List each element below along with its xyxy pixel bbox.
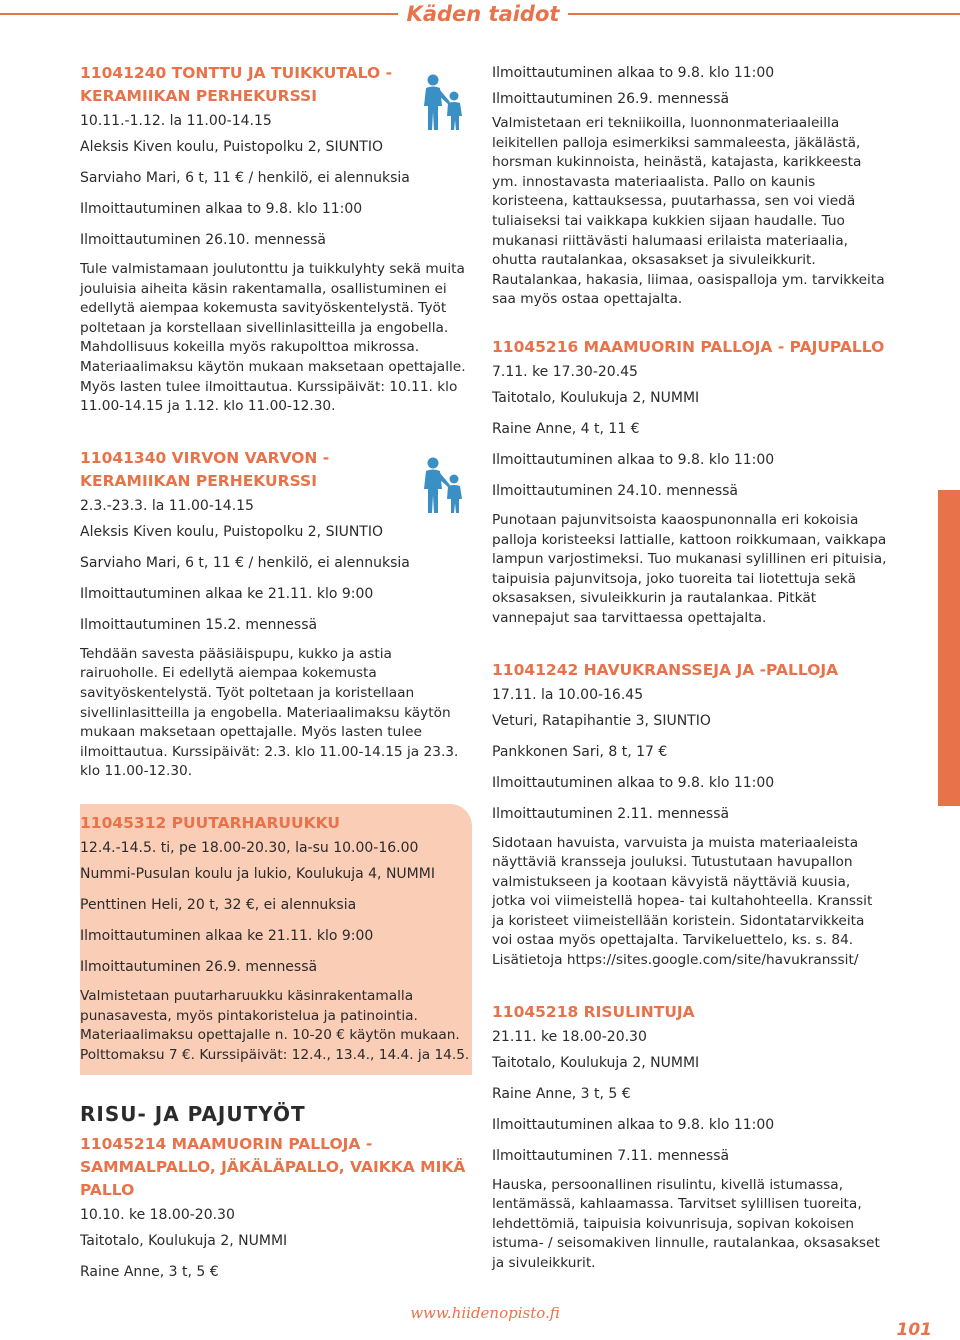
course-teacher-price: Sarviaho Mari, 6 t, 11 € / henkilö, ei alennuksia	[80, 170, 410, 186]
course-11045218	[492, 1001, 888, 1274]
registration-start: Ilmoittautuminen alkaa to 9.8. klo 11:00	[492, 451, 775, 468]
course-title: 11045214 MAAMUORIN PALLOJA - SAMMALPALLO, JÄKÄLÄPALLO, VAIKKA MIKÄ PALLO	[80, 1135, 466, 1200]
registration-start: Ilmoittautuminen alkaa to 9.8. klo 11:00	[80, 201, 363, 217]
course-dates: 10.10. ke 18.00-20.30	[80, 1207, 235, 1224]
course-dates: 12.4.-14.5. ti, pe 18.00-20.30, la-su 10.00-16.00	[80, 839, 419, 856]
course-description: Hauska, persoonallinen risulintu, kivellä istumassa, lentämässä, kahlaamassa. Tarvitset sylillisen tuoreita, lehdettömiä, taipuisia koivunrisuja, sopivan kokoisen istuma- / seisomakiven linnulle, rautalankaa, oksasakset ja sivuleikkurit.	[492, 1176, 880, 1272]
left-column	[80, 62, 472, 1288]
registration-deadline: Ilmoittautuminen 24.10. mennessä	[492, 482, 738, 499]
course-location: Nummi-Pusulan koulu ja lukio, Koulukuja 4, NUMMI	[80, 865, 435, 882]
course-description: Tule valmistamaan joulutonttu ja tuikkulyhty sekä muita jouluisia aiheita käsin rakentamalla, osallistuminen ei edellytä aiempaa kokemusta savityöskentelystä. Työt poltetaan ja korstellaan sivellinlasitteilla ja engobella. Mahdollisuus kokeilla myös rakupolttoa mikrossa. Materiaalimaksu käytön mukaan maksetaan opettajalle. Myös lasten tulee ilmoittautua. Kurssipäivät: 10.11. klo 11.00-14.15 ja 1.12. klo 11.00-12.30.	[80, 261, 466, 415]
registration-start: Ilmoittautuminen alkaa to 9.8. klo 11:00	[492, 65, 775, 81]
registration-start: Ilmoittautuminen alkaa ke 21.11. klo 9:00	[80, 927, 374, 944]
header-rule-right	[568, 13, 960, 15]
course-dates: 7.11. ke 17.30-20.45	[492, 363, 638, 380]
course-teacher-price: Raine Anne, 3 t, 5 €	[492, 1085, 631, 1102]
course-location: Veturi, Ratapihantie 3, SIUNTIO	[492, 712, 711, 729]
registration-deadline: Ilmoittautuminen 15.2. mennessä	[80, 616, 318, 633]
registration-deadline: Ilmoittautuminen 26.10. mennessä	[80, 232, 326, 248]
registration-deadline: Ilmoittautuminen 2.11. mennessä	[492, 805, 730, 822]
website-link[interactable]: www.hiidenopisto.fi	[410, 1304, 560, 1322]
course-location: Taitotalo, Koulukuja 2, NUMMI	[492, 1054, 700, 1071]
course-11045214	[80, 1133, 472, 1288]
course-location: Taitotalo, Koulukuja 2, NUMMI	[492, 389, 700, 406]
registration-deadline: Ilmoittautuminen 7.11. mennessä	[492, 1147, 730, 1164]
section-title: Käden taidot	[406, 2, 560, 26]
family-icon	[420, 457, 466, 515]
course-location: Aleksis Kiven koulu, Puistopolku 2, SIUNTIO	[80, 523, 384, 540]
course-title: 11045216 MAAMUORIN PALLOJA - PAJUPALLO	[492, 337, 885, 356]
course-title: 11041340 VIRVON VARVON - KERAMIIKAN PERHEKURSSI	[80, 448, 330, 490]
registration-start: Ilmoittautuminen alkaa to 9.8. klo 11:00	[492, 1116, 775, 1133]
course-11045312-box	[80, 804, 472, 1075]
section-heading-risu-pajutyot: RISU- JA PAJUTYÖT	[80, 1102, 306, 1127]
page-header	[0, 0, 960, 30]
course-teacher-price: Raine Anne, 3 t, 5 €	[80, 1264, 219, 1281]
course-teacher-price: Sarviaho Mari, 6 t, 11 € / henkilö, ei alennuksia	[80, 554, 410, 571]
course-title: 11041242 HAVUKRANSSEJA JA -PALLOJA	[492, 660, 839, 679]
course-description: Tehdään savesta pääsiäispupu, kukko ja astia rairuoholle. Ei edellytä aiempaa kokemusta savityöskentelystä. Työt poltetaan ja koristellaan sivellinlasitteilla ja engobella. Materiaalimaksu käytön mukaan maksetaan opettajalle. Myös lasten tulee ilmoittautua. Kurssipäivät: 2.3. klo 11.00-14.15 ja 23.3. klo 11.00-12.30.	[80, 645, 459, 780]
page-number: 101	[896, 1320, 932, 1340]
course-description: Valmistetaan eri tekniikoilla, luonnonmateriaaleilla leikitellen palloja esimerkiksi sammaleesta, jäkälästä, horsman kukinnoista, heinästä, katajasta, karikkeesta ym. innostavasta materiaalista. Pallo on kaunis koristeena, kattauksessa, puutarhassa, sen voi viedä tuliaiseksi tai vaikkapa kukkien sijaan haudalle. Tuo mukanasi riittävästi halumaasi erilaista materiaalia, ohutta rautalankaa, oksasakset ja sivuleikkurit. Rautalankaa, hakasia, liimaa, oasispalloja ym. tarvikkeita saa myös ostaa opettajalta.	[492, 115, 885, 308]
registration-deadline: Ilmoittautuminen 26.9. mennessä	[492, 91, 730, 107]
course-description: Sidotaan havuista, varvuista ja muista materiaaleista näyttäviä kransseja jouluksi. Tutustutaan havupallon valmistukseen ja kootaan kävyistä näyttäviä kuusia, jotka voi viimeistellä hopea- tai kultahohteella. Kranssit ja koristeet viimeistellään koristein. Sidontatarvikkeita voi ostaa myös opettajalta. Tarvikeluettelo, ks. s. 84. Lisätietoja https://sites.google.com/site/havukranssit/	[492, 834, 873, 969]
course-dates: 2.3.-23.3. la 11.00-14.15	[80, 497, 254, 514]
course-location: Aleksis Kiven koulu, Puistopolku 2, SIUNTIO	[80, 139, 384, 155]
course-teacher-price: Pankkonen Sari, 8 t, 17 €	[492, 743, 668, 760]
course-11041242	[492, 659, 888, 971]
course-title: 11045312 PUUTARHARUUKKU	[80, 813, 340, 832]
course-title: 11045218 RISULINTUJA	[492, 1002, 695, 1021]
course-11045312	[80, 804, 472, 1075]
course-teacher-price: Raine Anne, 4 t, 11 €	[492, 420, 640, 437]
course-description: Punotaan pajunvitsoista kaaospunonnalla eri kokoisia palloja koristeeksi lattialle, kattoon roikkumaan, vaikkapa lampun varjostimeksi. Tuo mukanasi sylillinen eri pituisia, taipuisia pajunvitsoja, joko tuoreita tai liotettuja sekä oksasaksen, sivuleikkurin ja rautalankaa. Pitkät vannepajut saa tarvittaessa opettajalta.	[492, 511, 887, 626]
course-dates: 17.11. la 10.00-16.45	[492, 686, 644, 703]
chapter-tab	[938, 490, 960, 806]
course-dates: 21.11. ke 18.00-20.30	[492, 1028, 647, 1045]
course-title: 11041240 TONTTU JA TUIKKUTALO - KERAMIIKAN PERHEKURSSI	[80, 64, 392, 105]
course-11045216	[492, 336, 888, 629]
course-11041340	[80, 447, 472, 782]
course-teacher-price: Penttinen Heli, 20 t, 32 €, ei alennuksia	[80, 896, 357, 913]
registration-start: Ilmoittautuminen alkaa to 9.8. klo 11:00	[492, 774, 775, 791]
registration-start: Ilmoittautuminen alkaa ke 21.11. klo 9:00	[80, 585, 374, 602]
course-dates: 10.11.-1.12. la 11.00-14.15	[80, 113, 272, 129]
header-rule-left	[0, 13, 398, 15]
course-location: Taitotalo, Koulukuja 2, NUMMI	[80, 1233, 288, 1250]
family-icon	[420, 74, 466, 132]
course-11045214-continued	[492, 62, 888, 310]
course-11041240	[80, 62, 472, 417]
registration-deadline: Ilmoittautuminen 26.9. mennessä	[80, 958, 318, 975]
course-description: Valmistetaan puutarharuukku käsinrakentamalla punasavesta, myös pintakoristelua ja patinointia. Materiaalimaksu opettajalle n. 10-20 € käytön mukaan. Polttomaksu 7 €. Kurssipäivät: 12.4., 13.4., 14.4. ja 14.5.	[80, 987, 470, 1063]
right-column	[492, 62, 888, 1274]
